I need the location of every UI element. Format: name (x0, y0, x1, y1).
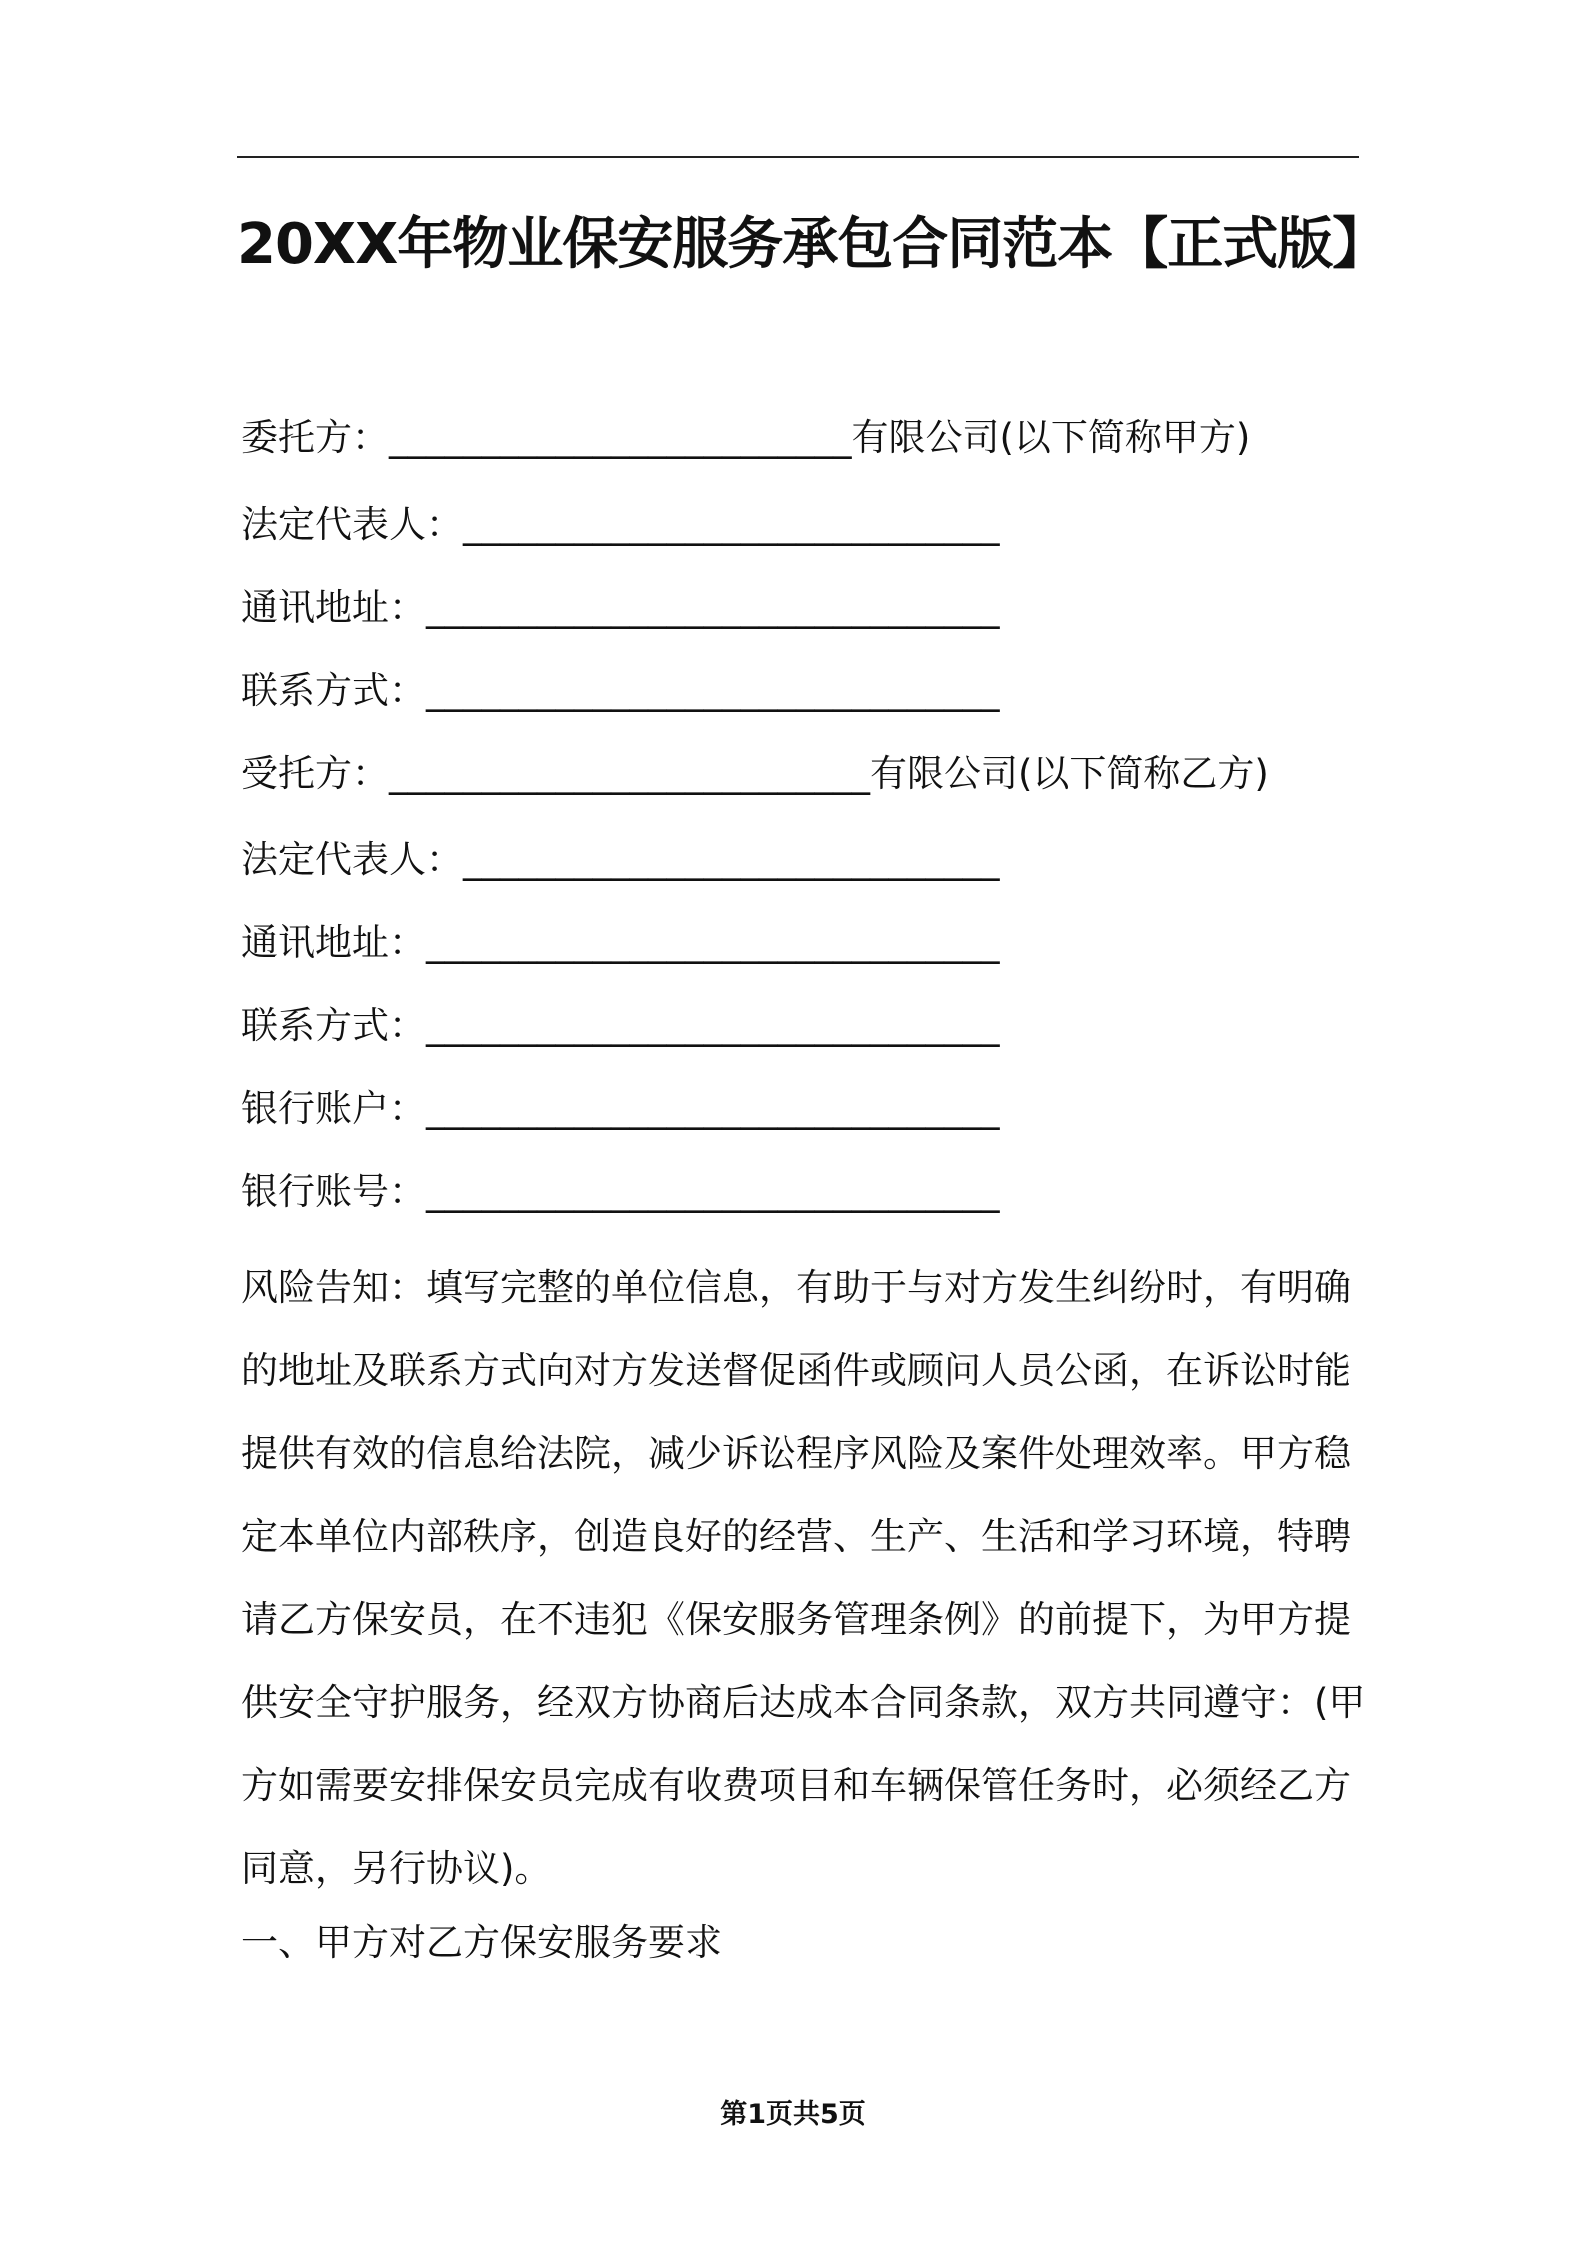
party-b-contact-line: 联系方式：_______________________________ (241, 1004, 1000, 1047)
party-b-trustee-line: 受托方：__________________________有限公司(以下简称乙方) (241, 752, 1269, 795)
party-b-bank-account-line: 银行账户：_______________________________ (241, 1087, 1000, 1130)
section-heading: 一、甲方对乙方保安服务要求 (241, 1921, 722, 1964)
paragraph-line: 提供有效的信息给法院，减少诉讼程序风险及案件处理效率。甲方稳 (241, 1432, 1351, 1475)
party-a-legal-rep-line: 法定代表人：_____________________________ (241, 503, 1000, 546)
party-b-bank-number-line: 银行账号：_______________________________ (241, 1170, 1000, 1213)
paragraph-line: 请乙方保安员，在不违犯《保安服务管理条例》的前提下，为甲方提 (241, 1598, 1351, 1641)
paragraph-line: 风险告知：填写完整的单位信息，有助于与对方发生纠纷时，有明确 (241, 1266, 1351, 1309)
risk-notice-paragraph (241, 1246, 1366, 1910)
party-a-contact-line: 联系方式：_______________________________ (241, 669, 1000, 712)
page-number-footer: 第1页共5页 (720, 2099, 866, 2130)
paragraph-line: 供安全守护服务，经双方协商后达成本合同条款，双方共同遵守：(甲 (241, 1681, 1366, 1724)
paragraph-line: 定本单位内部秩序，创造良好的经营、生产、生活和学习环境，特聘 (241, 1515, 1351, 1558)
paragraph-line: 同意，另行协议)。 (241, 1847, 552, 1890)
document-title: 20XX年物业保安服务承包合同范本【正式版】 (237, 212, 1388, 277)
party-a-address-line: 通讯地址：_______________________________ (241, 586, 1000, 629)
party-b-legal-rep-line: 法定代表人：_____________________________ (241, 838, 1000, 881)
paragraph-line: 方如需要安排保安员完成有收费项目和车辆保管任务时，必须经乙方 (241, 1764, 1351, 1807)
paragraph-line: 的地址及联系方式向对方发送督促函件或顾问人员公函，在诉讼时能 (241, 1349, 1351, 1392)
party-a-client-line: 委托方：_________________________有限公司(以下简称甲方) (241, 416, 1251, 459)
party-b-address-line: 通讯地址：_______________________________ (241, 921, 1000, 964)
header-rule (237, 156, 1359, 158)
